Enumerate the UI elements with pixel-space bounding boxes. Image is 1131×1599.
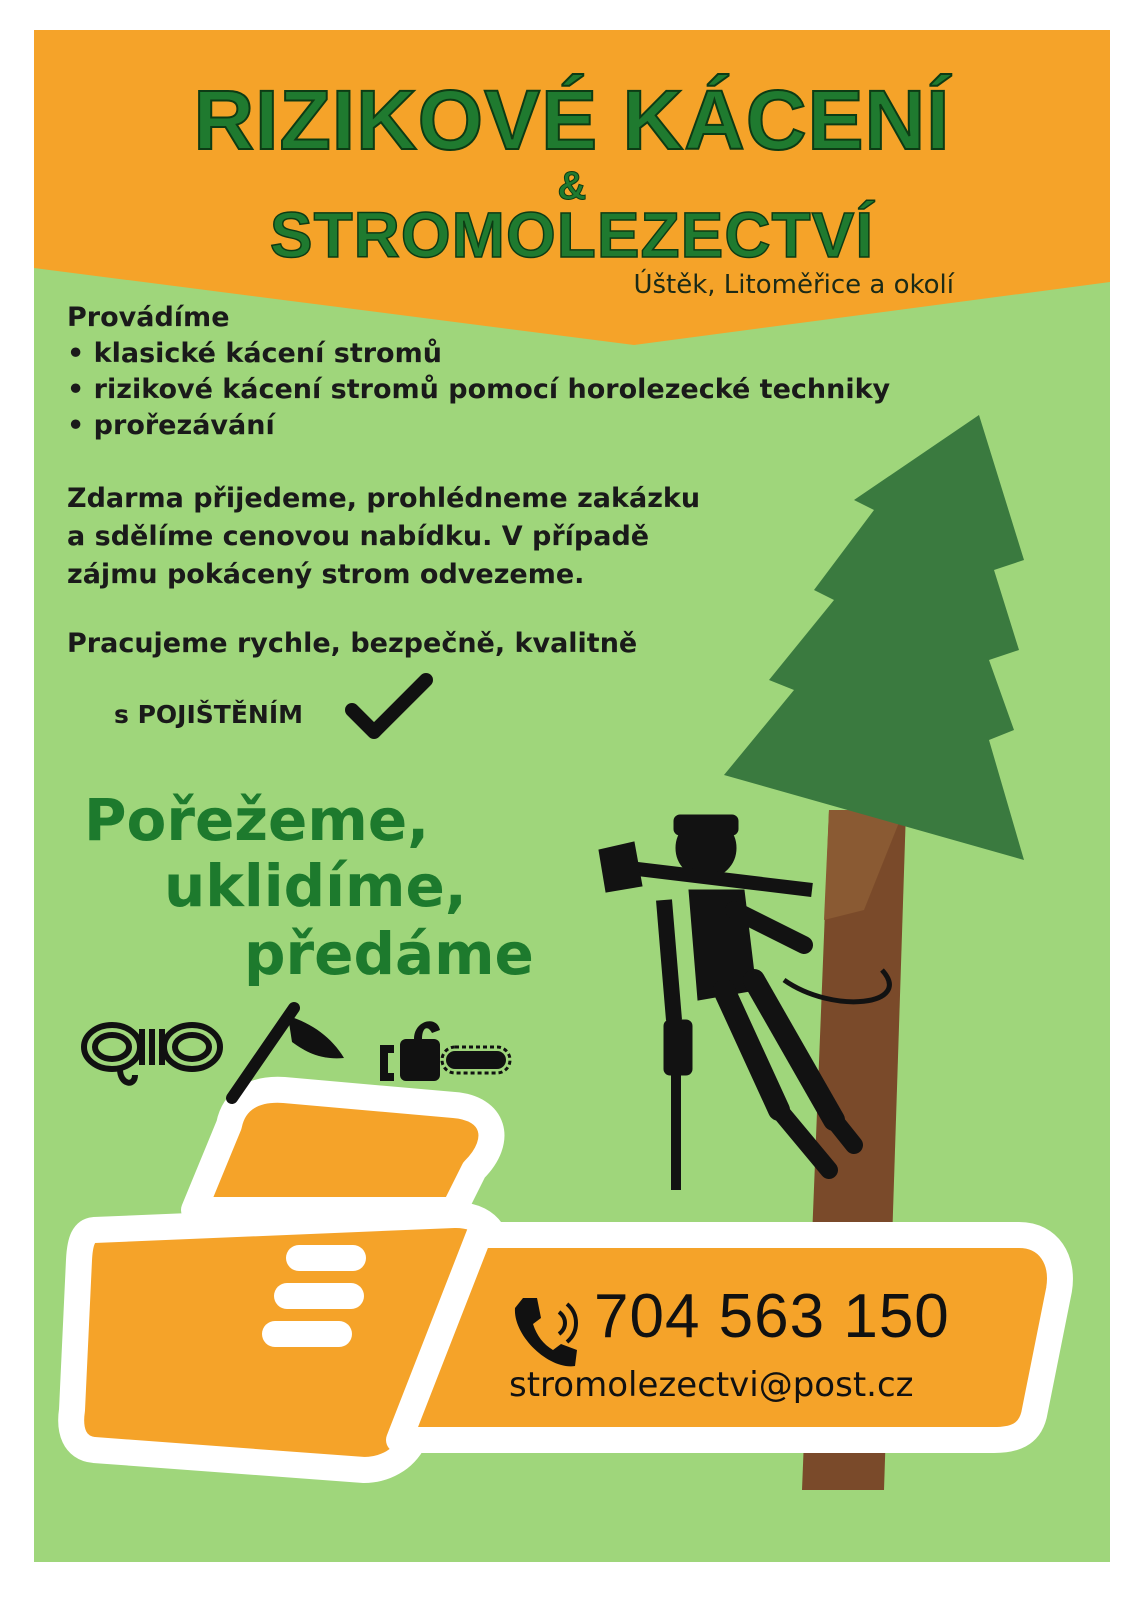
- main-title: RIZIKOVÉ KÁCENÍ: [193, 73, 951, 167]
- services-section: [67, 300, 890, 444]
- climber-illustration: [599, 815, 854, 1190]
- offer-line: a sdělíme cenovou nabídku. V případě: [67, 521, 650, 552]
- poster: [34, 30, 1110, 1562]
- phone-icon: [509, 1292, 589, 1374]
- vent-slot: [274, 1283, 364, 1309]
- offer-line: zájmu pokácený strom odvezeme.: [67, 559, 585, 590]
- sub-title: STROMOLEZECTVÍ: [269, 199, 875, 271]
- checkmark-icon: [344, 672, 434, 742]
- vent-slot: [286, 1245, 366, 1271]
- service-item: • klasické kácení stromů: [67, 336, 890, 372]
- chainsaw-icon: [362, 1015, 522, 1095]
- service-item: • prořezávání: [67, 408, 890, 444]
- email-address[interactable]: stromolezectvi@post.cz: [509, 1365, 914, 1405]
- service-item: • rizikové kácení stromů pomocí horolezecké techniky: [67, 372, 890, 408]
- insurance-text: s POJIŠTĚNÍM: [114, 700, 304, 729]
- chainsaw-graphic: [71, 1090, 1060, 1470]
- vent-slot: [262, 1321, 352, 1347]
- quality-text: Pracujeme rychle, bezpečně, kvalitně: [67, 628, 638, 659]
- slogan-line: uklidíme,: [164, 852, 467, 920]
- phone-number[interactable]: 704 563 150: [594, 1282, 950, 1351]
- services-heading: Provádíme: [67, 302, 230, 333]
- slogan-line: Pořežeme,: [84, 786, 430, 854]
- title-ampersand: &: [557, 164, 587, 208]
- offer-text: [67, 480, 747, 594]
- axe-icon: [222, 998, 352, 1108]
- offer-line: Zdarma přijedeme, prohlédneme zakázku: [67, 483, 701, 514]
- tree-illustration: [724, 415, 1024, 860]
- slogan-line: předáme: [244, 920, 534, 988]
- rope-icon: [80, 1015, 230, 1095]
- location-text: Úštěk, Litoměřice a okolí: [633, 270, 954, 300]
- services-list: [67, 336, 890, 444]
